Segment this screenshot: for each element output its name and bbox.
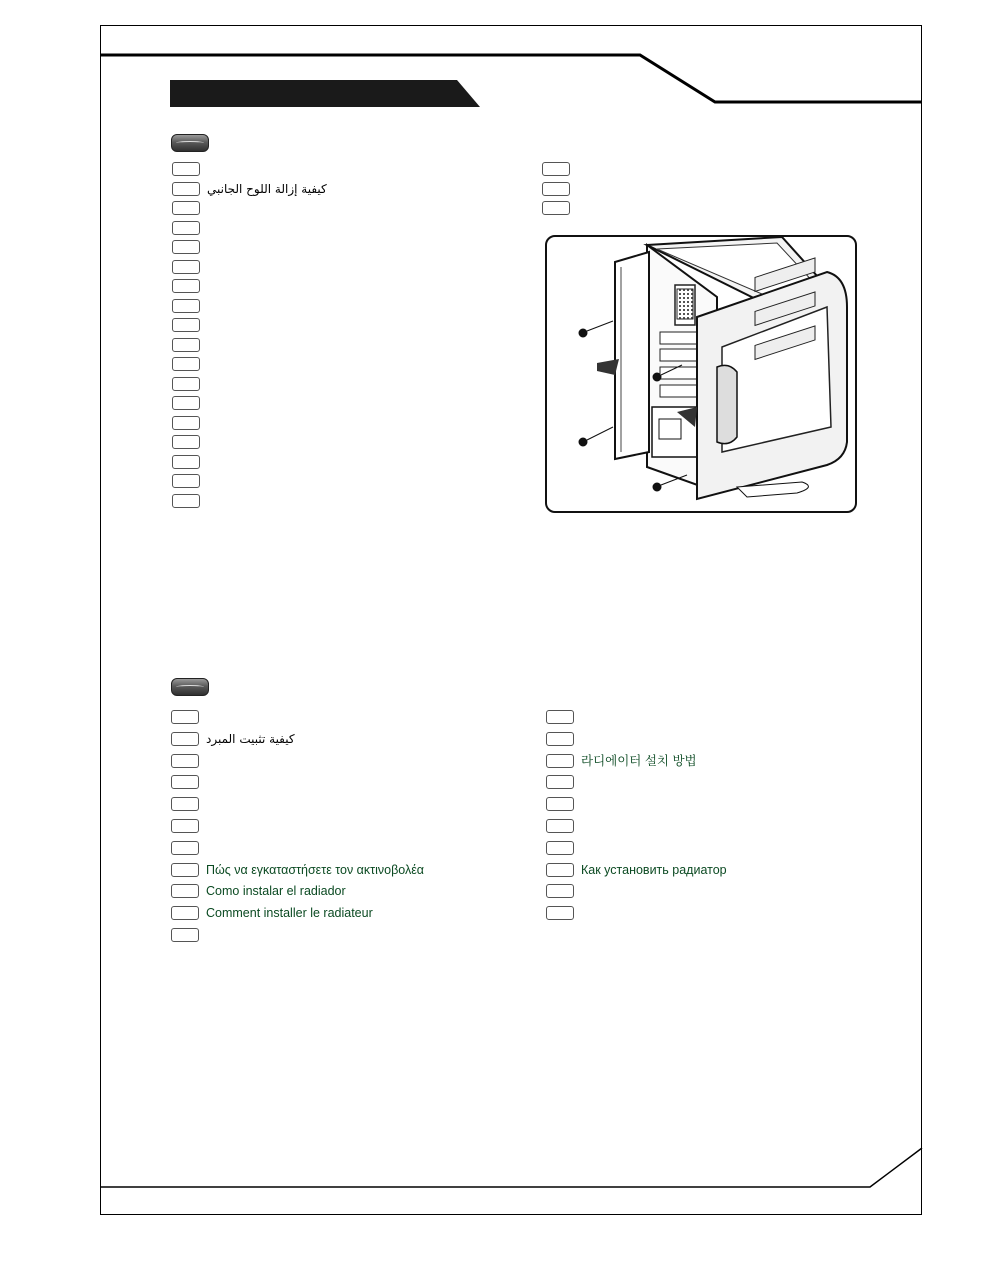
language-code-box <box>171 797 199 811</box>
language-code-box <box>172 474 200 488</box>
language-code-box <box>172 396 200 410</box>
language-code-box <box>172 494 200 508</box>
language-code-box <box>542 162 570 176</box>
language-code-box <box>171 775 199 789</box>
language-code-box <box>546 710 574 724</box>
language-code-box <box>546 906 574 920</box>
language-code-box <box>546 797 574 811</box>
language-code-box <box>546 754 574 768</box>
language-code-box <box>171 863 199 877</box>
language-code-box <box>172 299 200 313</box>
language-code-box <box>171 732 199 746</box>
language-code-box <box>172 357 200 371</box>
language-code-box <box>546 819 574 833</box>
language-code-box <box>172 279 200 293</box>
language-code-box <box>172 182 200 196</box>
language-code-box <box>172 318 200 332</box>
language-label: Como instalar el radiador <box>206 884 346 899</box>
language-code-box <box>172 435 200 449</box>
language-code-box <box>171 710 199 724</box>
side-panel-removal-figure <box>545 235 857 513</box>
language-label: 라디에이터 설치 방법 <box>581 753 697 768</box>
language-code-box <box>546 841 574 855</box>
language-code-box <box>171 928 199 942</box>
language-code-box <box>172 240 200 254</box>
pc-case-illustration <box>547 237 855 511</box>
language-label: كيفية إزالة اللوح الجانبي <box>207 181 327 196</box>
language-code-box <box>172 416 200 430</box>
language-code-box <box>172 162 200 176</box>
language-code-box <box>172 201 200 215</box>
language-code-box <box>546 863 574 877</box>
language-code-box <box>546 775 574 789</box>
language-label: Comment installer le radiateur <box>206 906 373 921</box>
language-code-box <box>171 884 199 898</box>
section-header-bar <box>170 80 480 107</box>
language-code-box <box>542 182 570 196</box>
section-badge-2 <box>171 678 209 696</box>
language-code-box <box>546 732 574 746</box>
language-code-box <box>542 201 570 215</box>
language-code-box <box>172 455 200 469</box>
language-code-box <box>171 906 199 920</box>
language-code-box <box>172 221 200 235</box>
language-code-box <box>171 819 199 833</box>
language-code-box <box>172 338 200 352</box>
language-code-box <box>546 884 574 898</box>
language-label: Πώς να εγκαταστήσετε τον ακτινοβολέα <box>206 862 425 877</box>
language-code-box <box>171 841 199 855</box>
language-label: كيفية تثبيت المبرد <box>206 731 295 746</box>
language-code-box <box>172 260 200 274</box>
language-code-box <box>171 754 199 768</box>
language-code-box <box>172 377 200 391</box>
language-label: Как установить радиатор <box>581 862 727 877</box>
section-badge-1 <box>171 134 209 152</box>
